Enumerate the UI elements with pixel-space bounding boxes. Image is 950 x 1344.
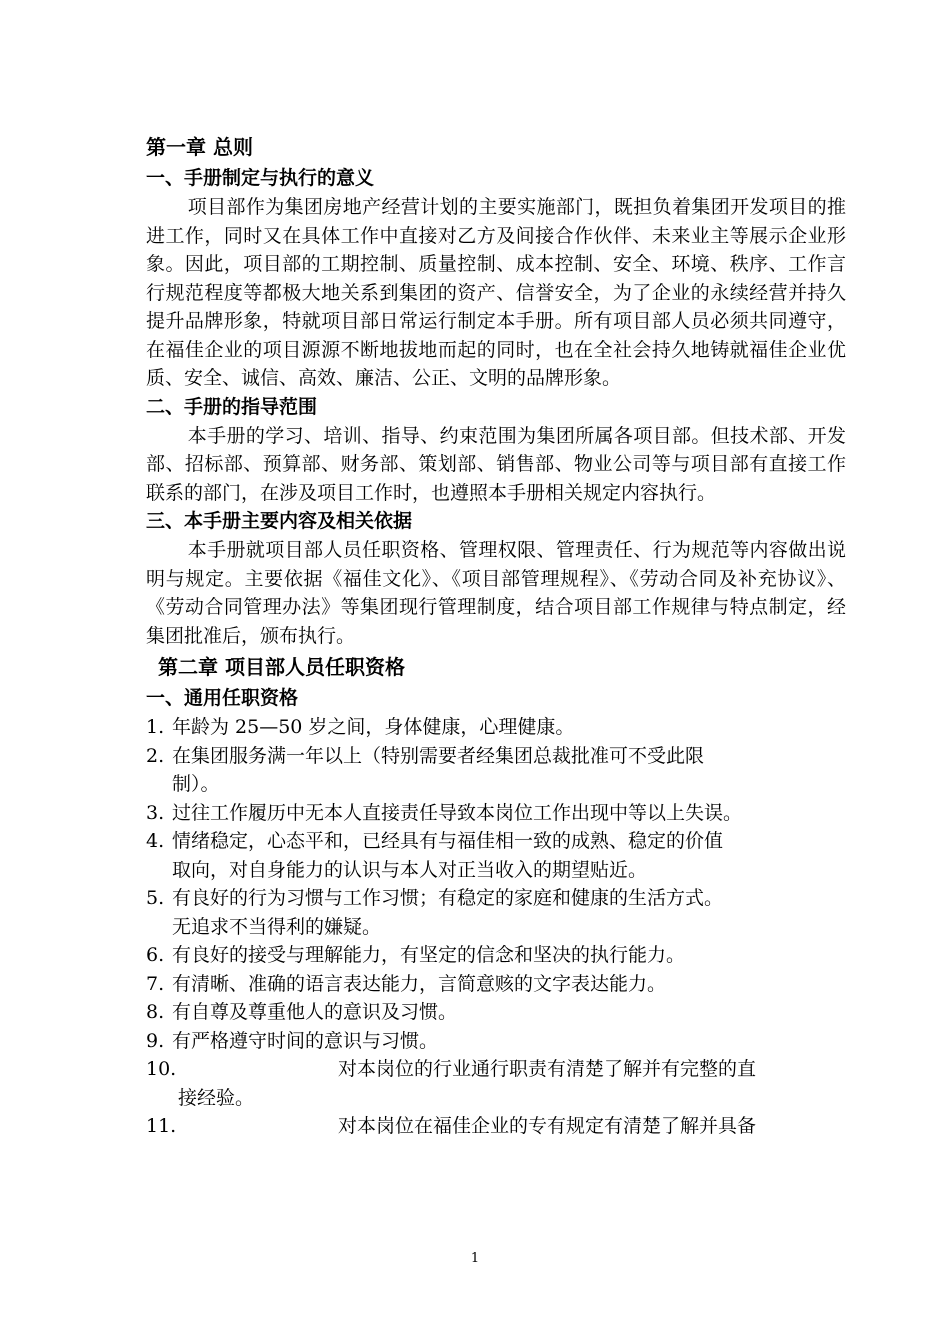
list-item: 4. 情绪稳定，心态平和，已经具有与福佳相一致的成熟、稳定的价值 取向，对自身能力的认识与本人对正当收入的期望贴近。 — [146, 830, 724, 881]
section-title: 三、本手册主要内容及相关依据 — [146, 510, 413, 532]
qualification-list — [146, 713, 846, 1141]
list-item: 3. 过往工作履历中无本人直接责任导致本岗位工作出现中等以上失误。 — [146, 801, 743, 824]
paragraph: 本手册就项目部人员任职资格、管理权限、管理责任、行为规范等内容做出说明与规定。主要依据《福佳文化》、《项目部管理规程》、《劳动合同及补充协议》、《劳动合同管理办法》等集团现行管理制度，结合项目部工作规律与特点制定，经集团批准后，颁布执行。 — [146, 539, 846, 647]
section-title: 一、手册制定与执行的意义 — [146, 167, 375, 189]
section-title: 二、手册的指导范围 — [146, 395, 318, 418]
document-body — [146, 130, 846, 1141]
chapter1-title: 第一章 总则 — [146, 135, 253, 159]
list-item: 10. 对本岗位的行业通行职责有清楚了解并有完整的直 接经验。 — [146, 1058, 757, 1109]
list-item: 6. 有良好的接受与理解能力，有坚定的信念和坚决的执行能力。 — [146, 944, 686, 966]
paragraph: 本手册的学习、培训、指导、约束范围为集团所属各项目部。但技术部、开发部、招标部、预算部、财务部、策划部、销售部、物业公司等与项目部有直接工作联系的部门，在涉及项目工作时，也遵照本手册相关规定内容执行。 — [146, 424, 846, 504]
list-item: 9. 有严格遵守时间的意识与习惯。 — [146, 1029, 439, 1052]
list-item: 2. 在集团服务满一年以上（特别需要者经集团总裁批准可不受此限 制）。 — [146, 744, 705, 795]
page-number: 1 — [470, 1251, 480, 1266]
list-item: 1. 年龄为 25—50 岁之间，身体健康，心理健康。 — [146, 716, 575, 738]
list-item: 7. 有清晰、准确的语言表达能力，言简意赅的文字表达能力。 — [146, 972, 667, 995]
list-item: 5. 有良好的行为习惯与工作习惯；有稳定的家庭和健康的生活方式。 无追求不当得利的嫌疑。 — [146, 887, 724, 938]
section-title: 一、通用任职资格 — [146, 687, 299, 709]
list-item: 8. 有自尊及尊重他人的意识及习惯。 — [146, 1001, 458, 1023]
list-item: 11. 对本岗位在福佳企业的专有规定有清楚了解并具备 — [146, 1115, 757, 1137]
chapter2-title: 第二章 项目部人员任职资格 — [158, 655, 405, 679]
paragraph: 项目部作为集团房地产经营计划的主要实施部门，既担负着集团开发项目的推进工作，同时又在具体工作中直接对乙方及间接合作伙伴、未来业主等展示企业形象。因此，项目部的工期控制、质量控制、成本控制、安全、环境、秩序、工作言行规范程度等都极大地关系到集团的资产、信誉安全，为了企业的永续经营并持久提升品牌形象，特就项目部日常运行制定本手册。所有项目部人员必须共同遵守，在福佳企业的项目源源不断地拔地而起的同时，也在全社会持久地铸就福佳企业优质、安全、诚信、高效、廉洁、公正、文明的品牌形象。 — [146, 196, 846, 389]
